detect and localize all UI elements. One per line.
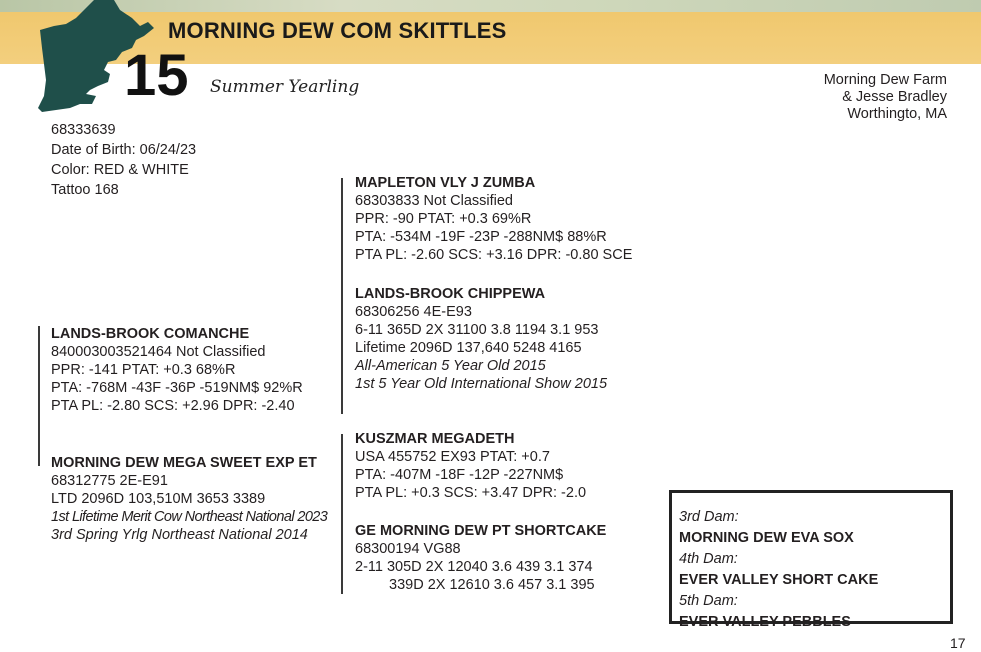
pedigree-line: Lifetime 2096D 137,640 5248 4165 — [355, 340, 582, 356]
sire-sire-block — [355, 174, 632, 264]
pedigree-name: MAPLETON VLY J ZUMBA — [355, 175, 536, 191]
fourth-dam-name: EVER VALLEY SHORT CAKE — [679, 572, 879, 588]
pedigree-name: MORNING DEW MEGA SWEET EXP ET — [51, 455, 317, 471]
pedigree-line: PTA: -768M -43F -36P -519NM$ 92%R — [51, 380, 303, 396]
pedigree-line: 6-11 365D 2X 31100 3.8 1194 3.1 953 — [355, 322, 599, 338]
pedigree-line: PPR: -90 PTAT: +0.3 69%R — [355, 211, 532, 227]
pedigree-line: USA 455752 EX93 PTAT: +0.7 — [355, 449, 550, 465]
pedigree-line: 68312775 2E-E91 — [51, 473, 168, 489]
pedigree-line: PPR: -141 PTAT: +0.3 68%R — [51, 362, 236, 378]
third-dam-name: MORNING DEW EVA SOX — [679, 530, 854, 546]
pedigree-line-dam-side — [341, 434, 343, 594]
animal-name-title: MORNING DEW COM SKITTLES — [168, 18, 507, 43]
page-number: 17 — [950, 635, 966, 651]
ancestral-dams-box — [669, 490, 953, 630]
lot-number: 15 — [124, 43, 189, 108]
pedigree-line-sire-side — [341, 178, 343, 414]
sale-type-label: Summer Yearling — [210, 77, 360, 97]
pedigree-name: LANDS-BROOK CHIPPEWA — [355, 286, 546, 302]
pedigree-award: 1st 5 Year Old International Show 2015 — [355, 376, 608, 392]
sire-dam-block — [355, 285, 607, 393]
pedigree-line: PTA PL: -2.60 SCS: +3.16 DPR: -0.80 SCE — [355, 247, 633, 263]
color: Color: RED & WHITE — [51, 162, 189, 178]
date-of-birth: Date of Birth: 06/24/23 — [51, 142, 197, 158]
pedigree-line: 840003003521464 Not Classified — [51, 344, 266, 360]
fifth-dam-name: EVER VALLEY PEBBLES — [679, 614, 851, 630]
pedigree-line: 68303833 Not Classified — [355, 193, 513, 209]
dam-dam-block — [355, 522, 606, 594]
pedigree-line: 68306256 4E-E93 — [355, 304, 472, 320]
pedigree-name: GE MORNING DEW PT SHORTCAKE — [355, 523, 607, 539]
pedigree-line: LTD 2096D 103,510M 3653 3389 — [51, 491, 266, 507]
consignor-line: Morning Dew Farm — [823, 72, 947, 88]
pedigree-award: All-American 5 Year Old 2015 — [355, 358, 546, 374]
pedigree-line: 2-11 305D 2X 12040 3.6 439 3.1 374 — [355, 559, 593, 575]
animal-info — [51, 120, 196, 200]
consignor-info — [824, 72, 947, 123]
pedigree-award: 3rd Spring Yrlg Northeast National 2014 — [51, 527, 308, 543]
pedigree-line-sire — [38, 326, 40, 466]
tattoo: Tattoo 168 — [51, 182, 119, 198]
registration-number: 68333639 — [51, 122, 116, 138]
fifth-dam-label: 5th Dam: — [679, 593, 738, 609]
pedigree-award: 1st Lifetime Merit Cow Northeast National 2023 — [51, 509, 328, 525]
fourth-dam-label: 4th Dam: — [679, 551, 738, 567]
pedigree-line: PTA PL: +0.3 SCS: +3.47 DPR: -2.0 — [355, 485, 587, 501]
dam-block — [51, 454, 327, 544]
pedigree-line: PTA: -407M -18F -12P -227NM$ — [355, 467, 564, 483]
third-dam-label: 3rd Dam: — [679, 509, 739, 525]
pedigree-line: 339D 2X 12610 3.6 457 3.1 395 — [389, 577, 595, 593]
consignor-line: & Jesse Bradley — [842, 89, 947, 105]
pedigree-line: PTA: -534M -19F -23P -288NM$ 88%R — [355, 229, 607, 245]
dam-sire-block — [355, 430, 586, 502]
pedigree-name: LANDS-BROOK COMANCHE — [51, 326, 250, 342]
pedigree-name: KUSZMAR MEGADETH — [355, 431, 515, 447]
consignor-location: Worthingto, MA — [847, 106, 947, 122]
pedigree-line: PTA PL: -2.80 SCS: +2.96 DPR: -2.40 — [51, 398, 295, 414]
pedigree-line: 68300194 VG88 — [355, 541, 461, 557]
sire-block — [51, 325, 303, 415]
